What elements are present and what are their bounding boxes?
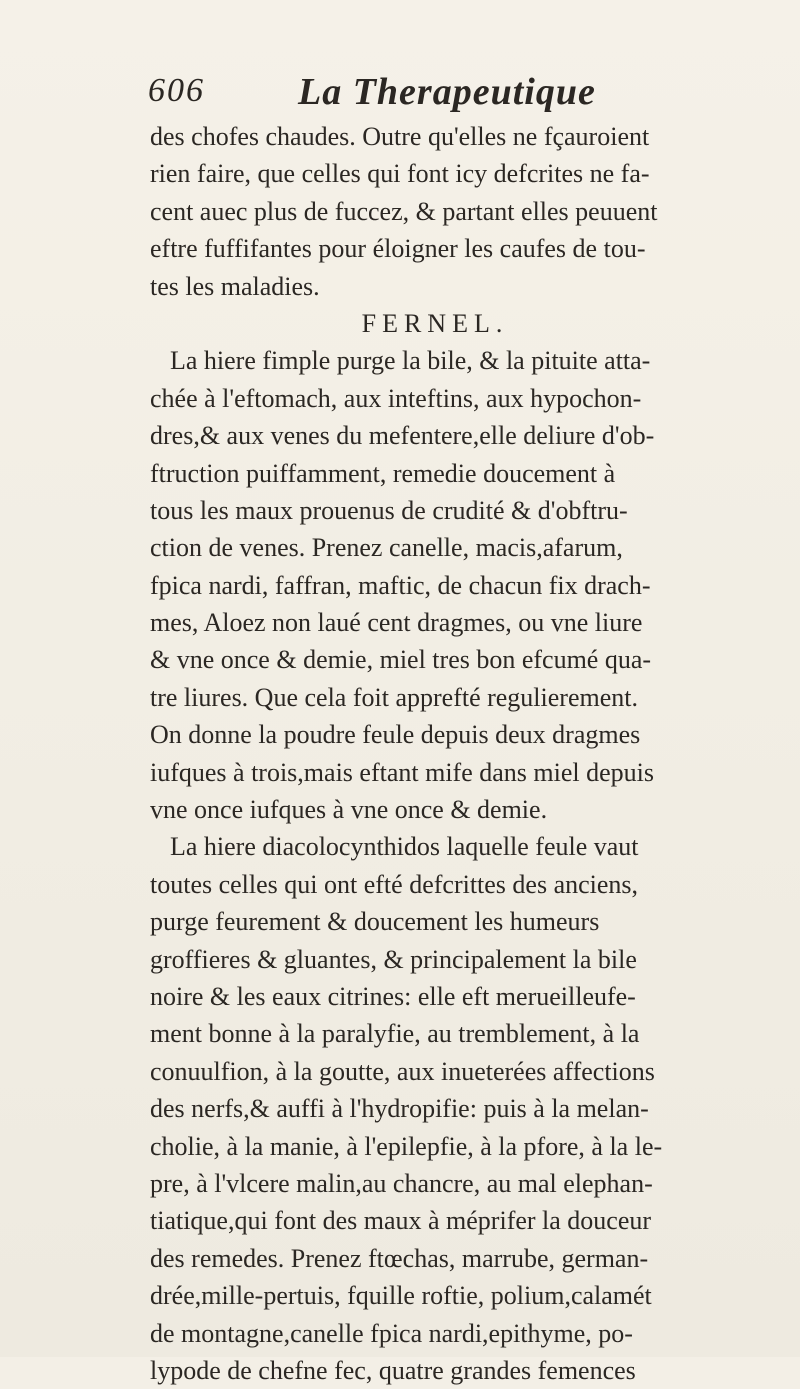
text-line: tous les maux prouenus de crudité & d'obftru- [150, 495, 628, 525]
page-header [148, 70, 668, 114]
text-line: conuulfion, à la goutte, aux inueterées affections [150, 1056, 655, 1086]
text-line: ment bonne à la paralyfie, au tremblement, à la [150, 1019, 640, 1049]
text-line: des chofes chaudes. Outre qu'elles ne fçauroient [150, 122, 650, 151]
text-line: cent auec plus de fuccez, & partant elles peuuent [150, 196, 658, 226]
text-line: iufques à trois,mais eftant mife dans miel depuis [150, 757, 654, 787]
text-line: & vne once & demie, miel tres bon efcumé qua- [150, 645, 652, 675]
text-line: de montagne,canelle fpica nardi,epithyme, po- [150, 1318, 633, 1348]
text-line: eftre fuffifantes pour éloigner les caufes de tou- [150, 234, 646, 264]
text-line: cholie, à la manie, à l'epilepfie, à la pfore, à la le- [150, 1131, 663, 1161]
text-line: rien faire, que celles qui font icy defcrites ne fa- [150, 159, 650, 189]
text-line: ftruction puiffamment, remedie doucement à [150, 458, 616, 488]
text-line: tes les maladies. [150, 271, 320, 301]
page-number: 606 [148, 72, 205, 109]
text-line: chée à l'eftomach, aux inteftins, aux hypochon- [150, 383, 642, 413]
text-line: tre liures. Que cela foit apprefté regulierement. [150, 682, 638, 712]
text-line: des remedes. Prenez ftœchas, marrube, german- [150, 1243, 649, 1273]
text-line: La hiere diacolocynthidos laquelle feule vaut [170, 832, 639, 862]
text-line: des nerfs,& auffi à l'hydropifie: puis à la melan- [150, 1094, 649, 1124]
running-title: La Therapeutique [298, 71, 596, 113]
text-line: pre, à l'vlcere malin,au chancre, au mal elephan- [150, 1168, 653, 1198]
text-line: mes, Aloez non laué cent dragmes, ou vne liure [150, 608, 643, 638]
text-line: groffieres & gluantes, & principalement la bile [150, 944, 637, 974]
text-line: vne once iufques à vne once & demie. [150, 795, 548, 825]
text-line: ction de venes. Prenez canelle, macis,afarum, [150, 533, 623, 563]
text-line: tiatique,qui font des maux à méprifer la douceur [150, 1206, 652, 1236]
text-line: noire & les eaux citrines: elle eft merueilleufe- [150, 981, 636, 1011]
text-line: dres,& aux venes du mefentere,elle deliure d'ob- [150, 421, 655, 451]
text-line: purge feurement & doucement les humeurs [150, 907, 600, 937]
text-line: lypode de chefne fec, quatre grandes femences [150, 1355, 636, 1385]
text-line: toutes celles qui ont efté defcrittes des anciens, [150, 869, 639, 899]
section-heading: FERNEL. [361, 308, 509, 338]
text-line: On donne la poudre feule depuis deux dragmes [150, 720, 641, 750]
text-line: drée,mille-pertuis, fquille roftie, polium,calamét [150, 1281, 652, 1311]
text-line: fpica nardi, faffran, maftic, de chacun fix drach- [150, 570, 651, 600]
body-text [150, 118, 690, 1389]
text-line: La hiere fimple purge la bile, & la pituite atta- [170, 346, 651, 376]
